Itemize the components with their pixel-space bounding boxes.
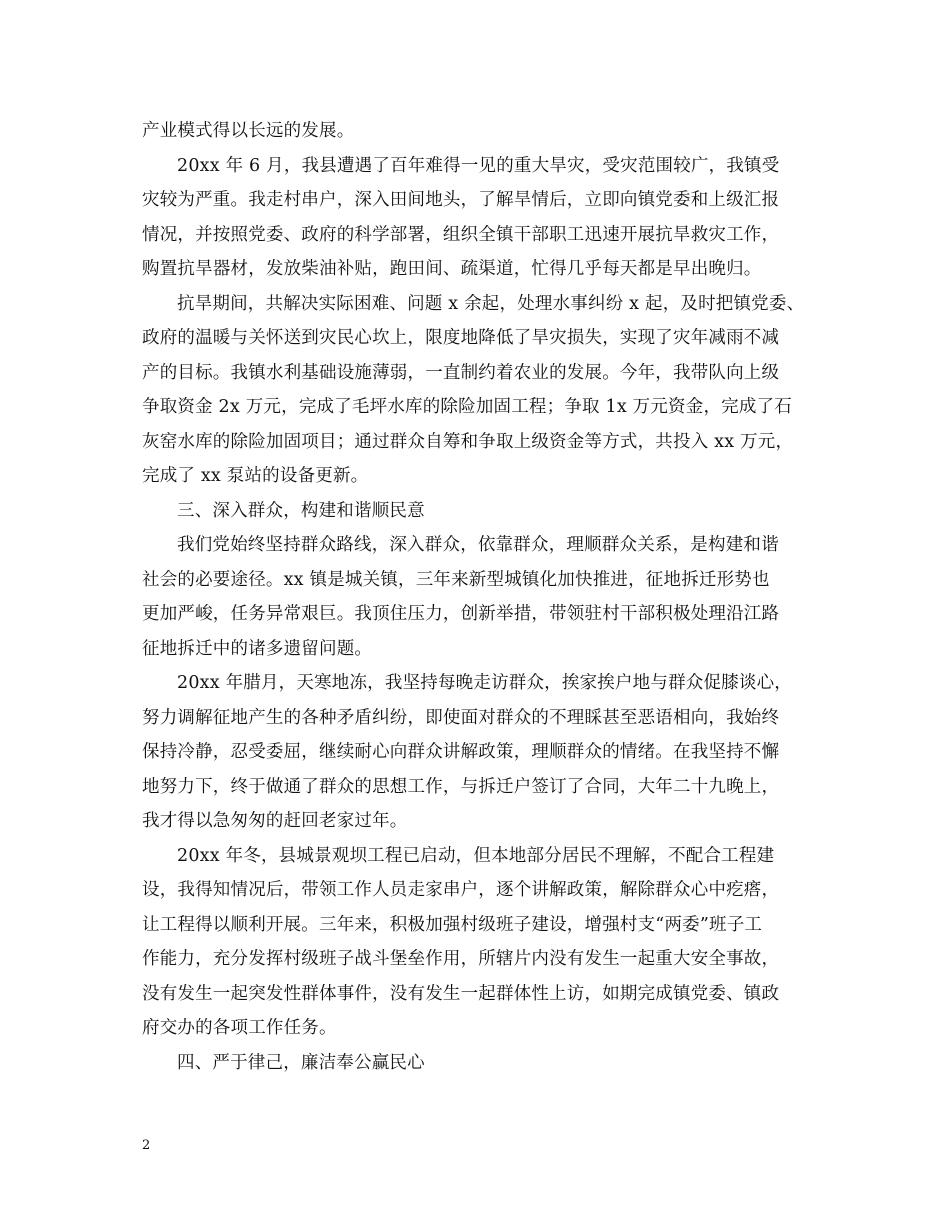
body-line: 政府的温暖与关怀送到灾民心坎上，限度地降低了旱灾损失，实现了灾年减雨不减 <box>142 328 780 348</box>
body-line: 府交办的各项工作任务。 <box>142 1018 337 1038</box>
body-line: 灰窑水库的除险加固项目；通过群众自筹和争取上级资金等方式，共投入 xx 万元， <box>142 431 794 452</box>
body-line: 争取资金 2x 万元，完成了毛坪水库的除险加固工程；争取 1x 万元资金，完成了石 <box>142 397 792 417</box>
paragraph-start-line: 20xx 年 6 月，我县遭遇了百年难得一见的重大旱灾，受灾范围较广，我镇受 <box>177 155 780 176</box>
paragraph-start-line: 抗旱期间，共解决实际困难、问题 x 余起，处理水事纠纷 x 起，及时把镇党委、 <box>177 293 805 314</box>
body-line: 作能力，充分发挥村级班子战斗堡垒作用，所辖片内没有发生一起重大安全事故， <box>142 949 780 969</box>
body-line: 完成了 xx 泵站的设备更新。 <box>142 466 369 486</box>
body-line: 让工程得以顺利开展。三年来，积极加强村级班子建设，增强村支“两委”班子工 <box>142 914 763 935</box>
paragraph-start-line: 20xx 年腊月，天寒地冻，我坚持每晚走访群众，挨家挨户地与群众促膝谈心， <box>177 673 792 693</box>
body-line: 产业模式得以长远的发展。 <box>142 121 355 141</box>
body-line: 设，我得知情况后，带领工作人员走家串户，逐个讲解政策，解除群众心中疙瘩， <box>142 880 780 900</box>
page-number: 2 <box>142 1138 151 1153</box>
body-line: 情况，并按照党委、政府的科学部署，组织全镇干部职工迅速开展抗旱救灾工作， <box>142 224 780 245</box>
body-line: 地努力下，终于做通了群众的思想工作，与拆迁户签订了合同，大年二十九晚上， <box>142 776 780 797</box>
body-line: 征地拆迁中的诸多遗留问题。 <box>142 638 373 659</box>
paragraph-start-line: 20xx 年冬，县城景观坝工程已启动，但本地部分居民不理解，不配合工程建 <box>177 845 775 866</box>
body-line: 更加严峻，任务异常艰巨。我顶住压力，创新举措，带领驻村干部积极处理沿江路 <box>142 604 780 624</box>
section-heading: 四、严于律己，廉洁奉公赢民心 <box>177 1052 425 1073</box>
body-line: 我才得以急匆匆的赶回老家过年。 <box>142 811 408 831</box>
body-line: 保持冷静，忍受委屈，继续耐心向群众讲解政策，理顺群众的情绪。在我坚持不懈 <box>142 742 780 762</box>
body-line: 社会的必要途径。xx 镇是城关镇，三年来新型城镇化加快推进，征地拆迁形势也 <box>142 569 770 590</box>
body-line: 购置抗旱器材，发放柴油补贴，跑田间、疏渠道，忙得几乎每天都是早出晚归。 <box>142 259 762 279</box>
body-line: 产的目标。我镇水利基础设施薄弱，一直制约着农业的发展。今年，我带队向上级 <box>142 362 780 383</box>
paragraph-start-line: 我们党始终坚持群众路线，深入群众，依靠群众，理顺群众关系，是构建和谐 <box>177 535 779 555</box>
document-body <box>142 114 832 1080</box>
body-line: 努力调解征地产生的各种矛盾纠纷，即使面对群众的不理睬甚至恶语相向，我始终 <box>142 707 780 728</box>
body-line: 没有发生一起突发性群体事件，没有发生一起群体性上访，如期完成镇党委、镇政 <box>142 983 780 1004</box>
body-line: 灾较为严重。我走村串户，深入田间地头，了解旱情后，立即向镇党委和上级汇报 <box>142 190 780 210</box>
section-heading: 三、深入群众，构建和谐顺民意 <box>177 500 425 521</box>
